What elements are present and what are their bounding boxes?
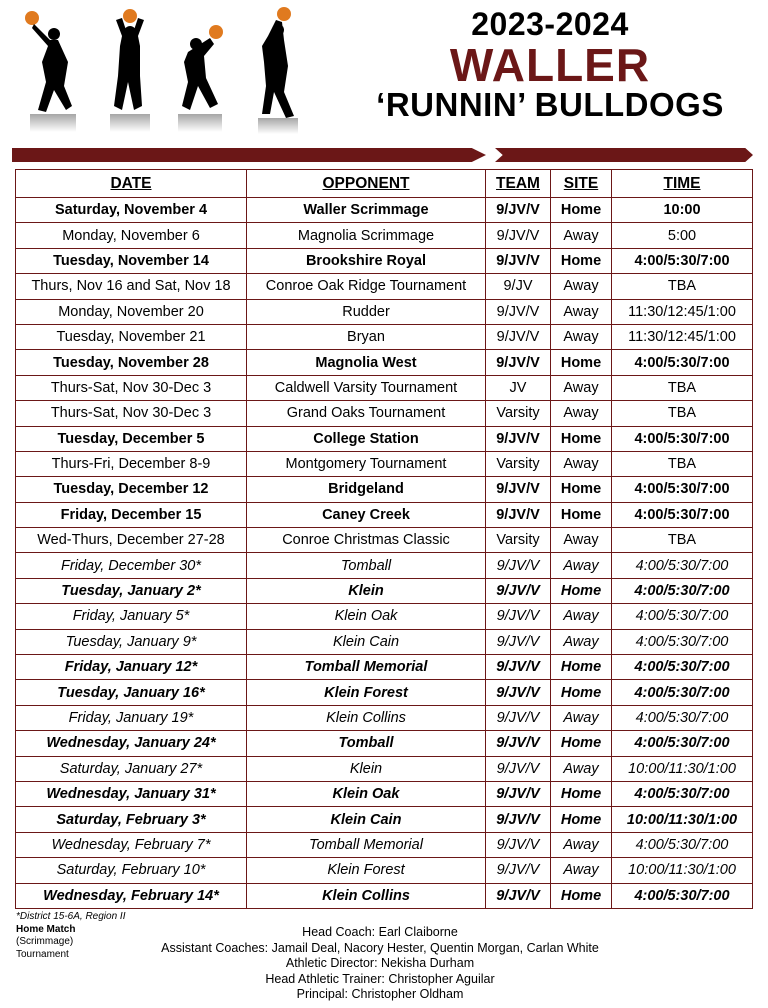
cell-time: 4:00/5:30/7:00 bbox=[612, 502, 753, 527]
cell-opponent: Klein Forest bbox=[247, 858, 486, 883]
cell-time: 4:00/5:30/7:00 bbox=[612, 578, 753, 603]
cell-time: 4:00/5:30/7:00 bbox=[612, 248, 753, 273]
cell-site: Home bbox=[551, 198, 612, 223]
cell-opponent: Magnolia Scrimmage bbox=[247, 223, 486, 248]
staff-list bbox=[140, 925, 620, 1003]
cell-date: Tuesday, November 21 bbox=[16, 324, 247, 349]
cell-opponent: Magnolia West bbox=[247, 350, 486, 375]
table-row bbox=[16, 629, 753, 654]
player-silhouette-icon bbox=[25, 11, 76, 132]
cell-opponent: Klein Cain bbox=[247, 807, 486, 832]
cell-opponent: Klein Collins bbox=[247, 705, 486, 730]
cell-time: 4:00/5:30/7:00 bbox=[612, 629, 753, 654]
cell-time: 4:00/5:30/7:00 bbox=[612, 604, 753, 629]
table-row bbox=[16, 375, 753, 400]
table-row bbox=[16, 502, 753, 527]
table-row bbox=[16, 756, 753, 781]
cell-opponent: Brookshire Royal bbox=[247, 248, 486, 273]
cell-date: Monday, November 20 bbox=[16, 299, 247, 324]
cell-opponent: Klein Forest bbox=[247, 680, 486, 705]
cell-team: 9/JV/V bbox=[486, 248, 551, 273]
cell-time: 4:00/5:30/7:00 bbox=[612, 731, 753, 756]
cell-team: 9/JV/V bbox=[486, 477, 551, 502]
cell-opponent: Bridgeland bbox=[247, 477, 486, 502]
cell-team: 9/JV/V bbox=[486, 299, 551, 324]
cell-date: Tuesday, January 16* bbox=[16, 680, 247, 705]
cell-team: 9/JV/V bbox=[486, 781, 551, 806]
header bbox=[0, 0, 768, 150]
team-nickname: ‘RUNNIN’ BULLDOGS bbox=[376, 86, 724, 123]
cell-date: Tuesday, November 14 bbox=[16, 248, 247, 273]
cell-date: Wednesday, January 31* bbox=[16, 781, 247, 806]
cell-site: Away bbox=[551, 324, 612, 349]
cell-date: Thurs-Sat, Nov 30-Dec 3 bbox=[16, 401, 247, 426]
cell-site: Home bbox=[551, 350, 612, 375]
cell-opponent: Klein bbox=[247, 756, 486, 781]
table-row bbox=[16, 401, 753, 426]
table-row bbox=[16, 528, 753, 553]
cell-team: 9/JV/V bbox=[486, 832, 551, 857]
cell-opponent: Tomball Memorial bbox=[247, 832, 486, 857]
cell-time: TBA bbox=[612, 375, 753, 400]
cell-opponent: College Station bbox=[247, 426, 486, 451]
cell-site: Away bbox=[551, 705, 612, 730]
cell-site: Away bbox=[551, 832, 612, 857]
cell-opponent: Tomball Memorial bbox=[247, 655, 486, 680]
table-row bbox=[16, 477, 753, 502]
cell-opponent: Bryan bbox=[247, 324, 486, 349]
table-row bbox=[16, 883, 753, 908]
cell-date: Friday, December 15 bbox=[16, 502, 247, 527]
player-silhouette-icon bbox=[258, 7, 298, 134]
table-row bbox=[16, 553, 753, 578]
cell-team: 9/JV/V bbox=[486, 604, 551, 629]
cell-team: 9/JV/V bbox=[486, 223, 551, 248]
table-row bbox=[16, 578, 753, 603]
cell-date: Monday, November 6 bbox=[16, 223, 247, 248]
cell-site: Home bbox=[551, 502, 612, 527]
cell-team: 9/JV/V bbox=[486, 680, 551, 705]
table-row bbox=[16, 274, 753, 299]
player-silhouette-icon bbox=[178, 25, 223, 132]
cell-time: 5:00 bbox=[612, 223, 753, 248]
cell-site: Home bbox=[551, 731, 612, 756]
cell-date: Saturday, January 27* bbox=[16, 756, 247, 781]
cell-time: 10:00 bbox=[612, 198, 753, 223]
cell-opponent: Klein Cain bbox=[247, 629, 486, 654]
cell-team: 9/JV bbox=[486, 274, 551, 299]
cell-team: Varsity bbox=[486, 528, 551, 553]
cell-time: 11:30/12:45/1:00 bbox=[612, 299, 753, 324]
cell-date: Saturday, November 4 bbox=[16, 198, 247, 223]
table-row bbox=[16, 680, 753, 705]
cell-date: Wednesday, January 24* bbox=[16, 731, 247, 756]
cell-date: Saturday, February 3* bbox=[16, 807, 247, 832]
cell-site: Away bbox=[551, 451, 612, 476]
cell-site: Home bbox=[551, 807, 612, 832]
cell-opponent: Klein bbox=[247, 578, 486, 603]
cell-date: Saturday, February 10* bbox=[16, 858, 247, 883]
cell-site: Away bbox=[551, 401, 612, 426]
cell-opponent: Conroe Oak Ridge Tournament bbox=[247, 274, 486, 299]
table-row bbox=[16, 198, 753, 223]
home-match-note: Home Match bbox=[16, 923, 76, 935]
cell-team: 9/JV/V bbox=[486, 756, 551, 781]
cell-time: 10:00/11:30/1:00 bbox=[612, 756, 753, 781]
cell-team: Varsity bbox=[486, 451, 551, 476]
cell-date: Thurs-Fri, December 8-9 bbox=[16, 451, 247, 476]
season-title: 2023-2024 bbox=[471, 6, 629, 42]
cell-opponent: Caney Creek bbox=[247, 502, 486, 527]
cell-time: TBA bbox=[612, 401, 753, 426]
cell-team: 9/JV/V bbox=[486, 350, 551, 375]
table-row bbox=[16, 858, 753, 883]
athletic-director: Athletic Director: Nekisha Durham bbox=[285, 956, 475, 970]
cell-team: 9/JV/V bbox=[486, 553, 551, 578]
cell-opponent: Klein Collins bbox=[247, 883, 486, 908]
cell-time: 10:00/11:30/1:00 bbox=[612, 807, 753, 832]
cell-time: 4:00/5:30/7:00 bbox=[612, 680, 753, 705]
scrimmage-note: (Scrimmage) bbox=[16, 936, 74, 947]
column-header-time: TIME bbox=[612, 170, 753, 198]
cell-time: 11:30/12:45/1:00 bbox=[612, 324, 753, 349]
banner-stripe-left bbox=[12, 148, 486, 162]
cell-date: Friday, December 30* bbox=[16, 553, 247, 578]
table-row bbox=[16, 451, 753, 476]
cell-date: Tuesday, January 2* bbox=[16, 578, 247, 603]
schedule-table bbox=[15, 169, 753, 909]
cell-team: 9/JV/V bbox=[486, 629, 551, 654]
cell-site: Away bbox=[551, 274, 612, 299]
cell-team: 9/JV/V bbox=[486, 655, 551, 680]
cell-site: Away bbox=[551, 604, 612, 629]
cell-team: 9/JV/V bbox=[486, 807, 551, 832]
table-row bbox=[16, 781, 753, 806]
head-coach: Head Coach: Earl Claiborne bbox=[302, 925, 458, 939]
cell-opponent: Grand Oaks Tournament bbox=[247, 401, 486, 426]
cell-date: Wed-Thurs, December 27-28 bbox=[16, 528, 247, 553]
table-row bbox=[16, 324, 753, 349]
cell-time: TBA bbox=[612, 451, 753, 476]
column-header-team: TEAM bbox=[486, 170, 551, 198]
table-row bbox=[16, 604, 753, 629]
cell-time: 4:00/5:30/7:00 bbox=[612, 477, 753, 502]
cell-team: JV bbox=[486, 375, 551, 400]
cell-site: Home bbox=[551, 248, 612, 273]
table-row bbox=[16, 705, 753, 730]
cell-time: 4:00/5:30/7:00 bbox=[612, 883, 753, 908]
cell-opponent: Caldwell Varsity Tournament bbox=[247, 375, 486, 400]
cell-team: 9/JV/V bbox=[486, 426, 551, 451]
table-row bbox=[16, 731, 753, 756]
cell-date: Thurs-Sat, Nov 30-Dec 3 bbox=[16, 375, 247, 400]
banner-stripe-right bbox=[495, 148, 753, 162]
table-row bbox=[16, 807, 753, 832]
column-header-opponent: OPPONENT bbox=[247, 170, 486, 198]
table-row bbox=[16, 299, 753, 324]
cell-date: Tuesday, November 28 bbox=[16, 350, 247, 375]
table-row bbox=[16, 655, 753, 680]
cell-time: 10:00/11:30/1:00 bbox=[612, 858, 753, 883]
cell-team: 9/JV/V bbox=[486, 883, 551, 908]
cell-site: Away bbox=[551, 223, 612, 248]
cell-site: Home bbox=[551, 578, 612, 603]
cell-date: Tuesday, January 9* bbox=[16, 629, 247, 654]
cell-opponent: Klein Oak bbox=[247, 781, 486, 806]
cell-site: Away bbox=[551, 299, 612, 324]
table-row bbox=[16, 223, 753, 248]
cell-site: Home bbox=[551, 883, 612, 908]
head-athletic-trainer: Head Athletic Trainer: Christopher Aguilar bbox=[265, 971, 495, 986]
cell-team: 9/JV/V bbox=[486, 578, 551, 603]
cell-opponent: Tomball bbox=[247, 731, 486, 756]
cell-site: Away bbox=[551, 375, 612, 400]
cell-time: 4:00/5:30/7:00 bbox=[612, 832, 753, 857]
table-row bbox=[16, 832, 753, 857]
cell-time: 4:00/5:30/7:00 bbox=[612, 781, 753, 806]
table-row bbox=[16, 248, 753, 273]
cell-time: TBA bbox=[612, 274, 753, 299]
player-silhouette-icon bbox=[110, 9, 150, 132]
cell-site: Home bbox=[551, 781, 612, 806]
cell-time: 4:00/5:30/7:00 bbox=[612, 553, 753, 578]
cell-time: 4:00/5:30/7:00 bbox=[612, 705, 753, 730]
cell-site: Home bbox=[551, 426, 612, 451]
table-header-row bbox=[16, 170, 753, 198]
cell-team: 9/JV/V bbox=[486, 705, 551, 730]
cell-site: Away bbox=[551, 553, 612, 578]
cell-date: Friday, January 5* bbox=[16, 604, 247, 629]
cell-opponent: Rudder bbox=[247, 299, 486, 324]
cell-team: 9/JV/V bbox=[486, 731, 551, 756]
cell-team: 9/JV/V bbox=[486, 324, 551, 349]
cell-date: Wednesday, February 14* bbox=[16, 883, 247, 908]
cell-date: Tuesday, December 12 bbox=[16, 477, 247, 502]
cell-time: 4:00/5:30/7:00 bbox=[612, 426, 753, 451]
cell-site: Home bbox=[551, 680, 612, 705]
cell-time: 4:00/5:30/7:00 bbox=[612, 655, 753, 680]
cell-date: Thurs, Nov 16 and Sat, Nov 18 bbox=[16, 274, 247, 299]
cell-site: Home bbox=[551, 477, 612, 502]
cell-site: Home bbox=[551, 655, 612, 680]
column-header-site: SITE bbox=[551, 170, 612, 198]
cell-date: Wednesday, February 7* bbox=[16, 832, 247, 857]
cell-site: Away bbox=[551, 629, 612, 654]
table-row bbox=[16, 426, 753, 451]
tournament-note: Tournament bbox=[16, 948, 69, 960]
cell-date: Tuesday, December 5 bbox=[16, 426, 247, 451]
cell-opponent: Montgomery Tournament bbox=[247, 451, 486, 476]
cell-site: Away bbox=[551, 756, 612, 781]
table-row bbox=[16, 350, 753, 375]
cell-team: 9/JV/V bbox=[486, 502, 551, 527]
cell-site: Away bbox=[551, 528, 612, 553]
cell-opponent: Tomball bbox=[247, 553, 486, 578]
cell-team: Varsity bbox=[486, 401, 551, 426]
basketball-players-graphic bbox=[12, 6, 312, 146]
legend bbox=[16, 911, 126, 961]
cell-site: Away bbox=[551, 858, 612, 883]
cell-date: Friday, January 19* bbox=[16, 705, 247, 730]
cell-time: TBA bbox=[612, 528, 753, 553]
assistant-coaches: Assistant Coaches: Jamail Deal, Nacory Hester, Quentin Morgan, Carlan White bbox=[161, 940, 599, 955]
cell-date: Friday, January 12* bbox=[16, 655, 247, 680]
column-header-date: DATE bbox=[16, 170, 247, 198]
district-note: *District 15-6A, Region II bbox=[16, 911, 126, 922]
principal: Principal: Christopher Oldham bbox=[296, 987, 464, 1001]
cell-team: 9/JV/V bbox=[486, 858, 551, 883]
cell-opponent: Conroe Christmas Classic bbox=[247, 528, 486, 553]
cell-team: 9/JV/V bbox=[486, 198, 551, 223]
team-name: WALLER bbox=[449, 39, 651, 91]
cell-opponent: Klein Oak bbox=[247, 604, 486, 629]
cell-time: 4:00/5:30/7:00 bbox=[612, 350, 753, 375]
cell-opponent: Waller Scrimmage bbox=[247, 198, 486, 223]
